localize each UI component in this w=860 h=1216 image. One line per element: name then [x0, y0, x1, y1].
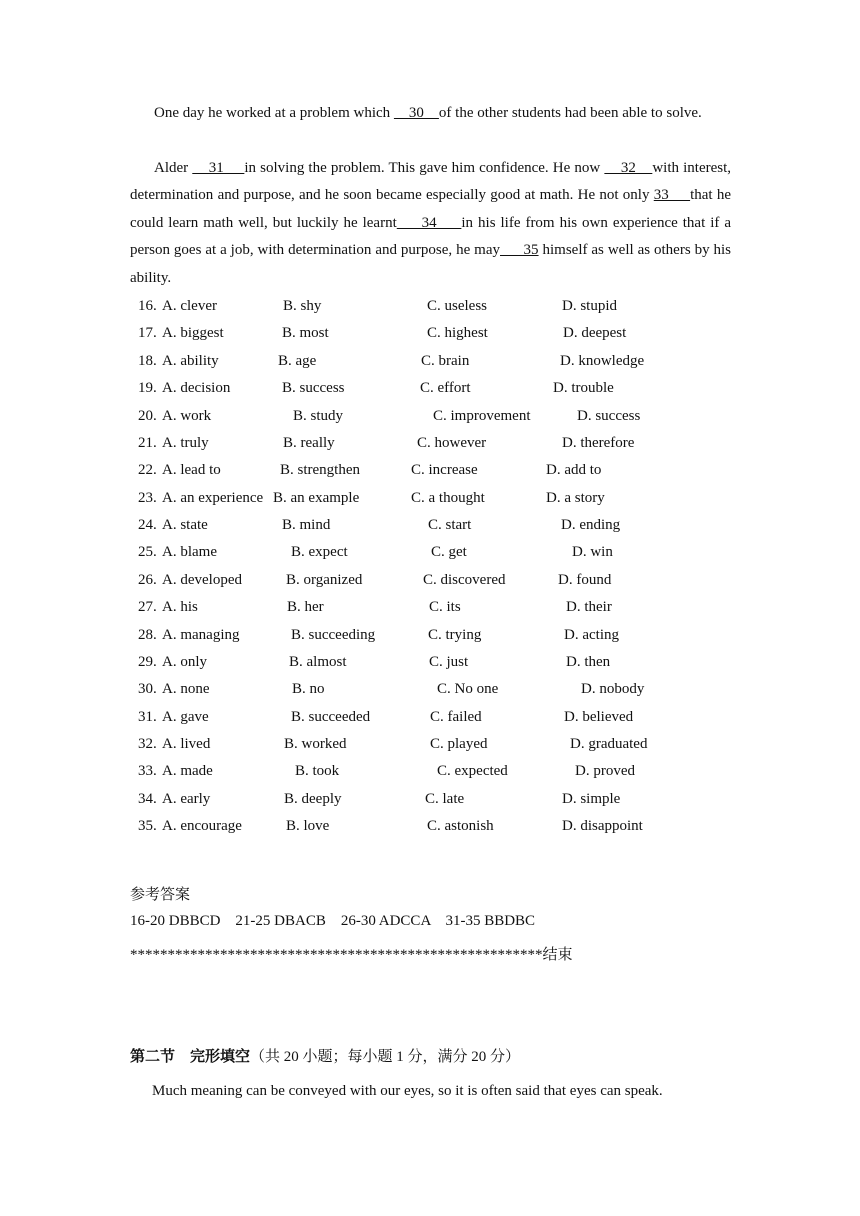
- question-number: 19.: [138, 380, 157, 396]
- option-b: B. age: [278, 353, 317, 369]
- option-c: C. get: [431, 544, 467, 560]
- option-b: B. shy: [283, 298, 322, 314]
- question-number: 31.: [138, 709, 157, 725]
- option-c: C. however: [417, 435, 487, 451]
- option-c: C. expected: [437, 763, 508, 779]
- blank-34: 34: [396, 214, 462, 231]
- option-d: D. knowledge: [560, 353, 645, 369]
- blank-33: 33: [653, 187, 691, 204]
- option-b: B. an example: [273, 490, 360, 506]
- option-a: A. work: [162, 408, 212, 424]
- option-d: D. their: [566, 599, 612, 615]
- option-a: A. truly: [162, 435, 209, 451]
- option-a: A. lead to: [162, 462, 221, 478]
- question-number: 16.: [138, 298, 157, 314]
- passage-text: with interest, determination and purpose, and he soon became especially good at math. He not only: [130, 160, 732, 204]
- option-c: C. astonish: [427, 818, 494, 834]
- question-number: 21.: [138, 435, 157, 451]
- option-a: A. none: [162, 681, 210, 697]
- question-number: 33.: [138, 763, 157, 779]
- blank-30: 30: [393, 105, 439, 121]
- option-d: D. a story: [546, 490, 605, 506]
- question-number: 22.: [138, 462, 157, 478]
- option-a: A. ability: [162, 353, 219, 369]
- option-a: A. an experience: [162, 490, 264, 506]
- option-b: B. strengthen: [280, 462, 360, 478]
- option-c: C. useless: [427, 298, 487, 314]
- option-d: D. believed: [564, 709, 634, 725]
- option-b: B. took: [295, 763, 340, 779]
- option-a: A. early: [162, 791, 211, 807]
- answer-key: 16-20 DBBCD 21-25 DBACB 26-30 ADCCA 31-35 BBDBC: [130, 913, 536, 929]
- option-c: C. highest: [427, 325, 488, 341]
- option-c: C. late: [425, 791, 465, 807]
- question-number: 28.: [138, 627, 157, 643]
- option-a: A. state: [162, 517, 208, 533]
- option-d: D. win: [572, 544, 613, 560]
- option-b: B. love: [286, 818, 330, 834]
- option-a: A. made: [162, 763, 213, 779]
- option-b: B. really: [283, 435, 335, 451]
- option-d: D. acting: [564, 627, 619, 643]
- passage-first-sentence: Much meaning can be conveyed with our eyes, so it is often said that eyes can speak.: [152, 1083, 663, 1099]
- option-c: C. start: [428, 517, 472, 533]
- section-heading: [130, 1047, 520, 1067]
- option-a: A. only: [162, 654, 207, 670]
- option-a: A. decision: [162, 380, 231, 396]
- question-number: 20.: [138, 408, 157, 424]
- option-d: D. ending: [561, 517, 621, 533]
- option-b: B. expect: [291, 544, 348, 560]
- option-d: D. deepest: [563, 325, 627, 341]
- option-a: A. biggest: [162, 325, 224, 341]
- blank-31: 31: [192, 160, 245, 176]
- option-a: A. his: [162, 599, 198, 615]
- option-d: D. proved: [575, 763, 635, 779]
- option-b: B. her: [287, 599, 324, 615]
- option-d: D. add to: [546, 462, 602, 478]
- option-c: C. effort: [420, 380, 471, 396]
- blank-35: 35: [500, 242, 539, 259]
- option-a: A. gave: [162, 709, 209, 725]
- option-b: B. succeeding: [291, 627, 376, 643]
- question-number: 26.: [138, 572, 157, 588]
- answer-key-title: 参考答案: [130, 887, 191, 903]
- option-c: C. a thought: [411, 490, 485, 506]
- option-a: A. blame: [162, 544, 217, 560]
- option-c: C. its: [429, 599, 461, 615]
- option-b: B. organized: [286, 572, 363, 588]
- option-d: D. trouble: [553, 380, 614, 396]
- passage-paragraph-2: [130, 155, 731, 292]
- option-b: B. no: [292, 681, 325, 697]
- passage-text: in his life from his own experience that if a person goes at a job, with determination and purpose, he may: [130, 214, 731, 259]
- option-d: D. nobody: [581, 681, 645, 697]
- question-number: 27.: [138, 599, 157, 615]
- passage-text: of the other students had been able to solve.: [438, 105, 702, 121]
- option-d: D. disappoint: [562, 818, 643, 834]
- question-number: 17.: [138, 325, 157, 341]
- option-b: B. succeeded: [291, 709, 371, 725]
- option-b: B. most: [282, 325, 329, 341]
- option-a: A. developed: [162, 572, 242, 588]
- blank-32: 32: [604, 160, 653, 176]
- option-d: D. success: [577, 408, 641, 424]
- question-number: 34.: [138, 791, 157, 807]
- question-number: 24.: [138, 517, 157, 533]
- option-a: A. managing: [162, 627, 240, 643]
- question-number: 23.: [138, 490, 157, 506]
- option-c: C. just: [429, 654, 469, 670]
- passage-text: One day he worked at a problem which: [154, 105, 394, 121]
- question-number: 25.: [138, 544, 157, 560]
- option-c: C. played: [430, 736, 488, 752]
- section-title: 第二节 完形填空: [130, 1049, 251, 1065]
- option-a: A. lived: [162, 736, 211, 752]
- passage-text: in solving the problem. This gave him confidence. He now: [244, 160, 605, 176]
- end-marker: *******************************************************结束: [130, 947, 573, 963]
- question-number: 30.: [138, 681, 157, 697]
- option-d: D. then: [566, 654, 611, 670]
- passage-text: himself as well as others by his ability.: [130, 242, 732, 286]
- option-c: C. No one: [437, 681, 499, 697]
- option-d: D. graduated: [570, 736, 648, 752]
- passage-text: that he could learn math well, but luckily he learnt: [130, 187, 731, 231]
- option-c: C. brain: [421, 353, 470, 369]
- passage-text: Alder: [154, 160, 193, 176]
- option-c: C. increase: [411, 462, 478, 478]
- option-b: B. success: [282, 380, 345, 396]
- question-number: 29.: [138, 654, 157, 670]
- option-c: C. discovered: [423, 572, 506, 588]
- option-c: C. trying: [428, 627, 482, 643]
- section-note: （共 20 小题；每小题 1 分，满分 20 分）: [250, 1049, 521, 1065]
- option-b: B. deeply: [284, 791, 342, 807]
- option-d: D. therefore: [562, 435, 635, 451]
- option-a: A. encourage: [162, 818, 242, 834]
- question-number: 35.: [138, 818, 157, 834]
- option-d: D. stupid: [562, 298, 618, 314]
- option-c: C. failed: [430, 709, 482, 725]
- option-d: D. found: [558, 572, 612, 588]
- option-b: B. study: [293, 408, 344, 424]
- option-c: C. improvement: [433, 408, 531, 424]
- question-number: 18.: [138, 353, 157, 369]
- option-b: B. worked: [284, 736, 347, 752]
- option-a: A. clever: [162, 298, 217, 314]
- question-number: 32.: [138, 736, 157, 752]
- option-b: B. almost: [289, 654, 347, 670]
- option-b: B. mind: [282, 517, 331, 533]
- passage-paragraph-1: [130, 100, 731, 127]
- option-d: D. simple: [562, 791, 621, 807]
